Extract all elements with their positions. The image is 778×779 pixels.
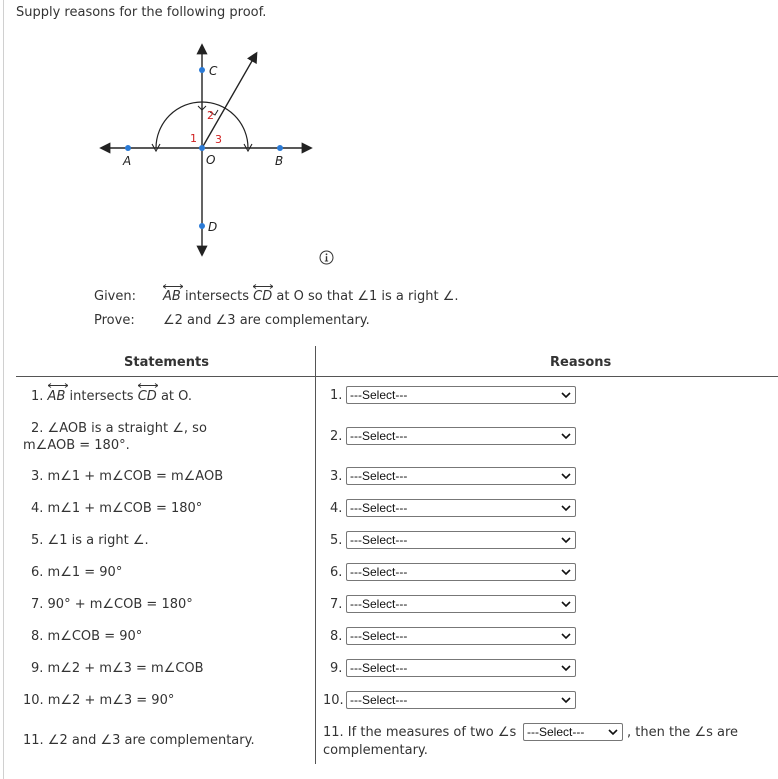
- reason-5-select[interactable]: ---Select---: [346, 531, 576, 549]
- reason-3-select[interactable]: ---Select---: [346, 467, 576, 485]
- statement-1: 1. AB intersects CD at O.: [31, 388, 192, 406]
- statement-8: 8. m∠COB = 90°: [31, 629, 143, 644]
- angle-1-label: 1: [190, 132, 197, 145]
- chevron-down-icon: [561, 696, 571, 704]
- geometry-diagram: [90, 40, 320, 260]
- label-a: A: [123, 154, 132, 168]
- statement-2: 2. ∠AOB is a straight ∠, so: [31, 421, 207, 436]
- reason-7-select[interactable]: ---Select---: [346, 595, 576, 613]
- reason-3-number: 3.: [330, 469, 343, 484]
- chevron-down-icon: [561, 504, 571, 512]
- statement-5: 5. ∠1 is a right ∠.: [31, 533, 149, 548]
- statement-4: 4. m∠1 + m∠COB = 180°: [31, 501, 203, 516]
- header-divider: [16, 376, 778, 377]
- reason-6-select[interactable]: ---Select---: [346, 563, 576, 581]
- point-a: [125, 145, 131, 151]
- reasons-header: Reasons: [550, 355, 612, 370]
- statement-3: 3. m∠1 + m∠COB = m∠AOB: [31, 469, 224, 484]
- chevron-down-icon: [561, 432, 571, 440]
- chevron-down-icon: [561, 568, 571, 576]
- label-c: C: [209, 64, 218, 78]
- reason-9-select[interactable]: ---Select---: [346, 659, 576, 677]
- reason-2-select[interactable]: ---Select---: [346, 427, 576, 445]
- chevron-down-icon: [561, 391, 571, 399]
- angle-3-label: 3: [215, 133, 222, 146]
- reason-5-number: 5.: [330, 533, 343, 548]
- frame-border: [3, 0, 4, 779]
- reason-10-select[interactable]: ---Select---: [346, 691, 576, 709]
- reason-6-number: 6.: [330, 565, 343, 580]
- reason-10-number: 10.: [323, 693, 344, 708]
- reason-11-text-pre: 11. If the measures of two ∠s: [323, 725, 517, 740]
- reason-11-text-post: , then the ∠s are: [627, 725, 739, 740]
- prove-text: ∠2 and ∠3 are complementary.: [163, 313, 370, 328]
- chevron-down-icon: [561, 632, 571, 640]
- point-b: [277, 145, 283, 151]
- point-o: [199, 145, 205, 151]
- label-d: D: [208, 220, 218, 234]
- point-c: [199, 67, 205, 73]
- statement-2-cont: m∠AOB = 180°.: [23, 438, 130, 453]
- chevron-down-icon: [561, 600, 571, 608]
- reason-9-number: 9.: [330, 661, 343, 676]
- given-label: Given:: [94, 289, 136, 304]
- chevron-down-icon: [561, 664, 571, 672]
- given-text: AB intersects CD at O so that ∠1 is a right ∠.: [163, 289, 459, 304]
- statement-9: 9. m∠2 + m∠3 = m∠COB: [31, 661, 204, 676]
- reason-11-select[interactable]: ---Select---: [523, 723, 623, 741]
- statement-6: 6. m∠1 = 90°: [31, 565, 123, 580]
- column-divider: [315, 346, 316, 764]
- instruction-text: Supply reasons for the following proof.: [16, 5, 267, 20]
- reason-8-number: 8.: [330, 629, 343, 644]
- chevron-down-icon: [608, 728, 618, 736]
- angle-2-label: 2: [207, 109, 214, 122]
- info-icon[interactable]: [319, 250, 334, 265]
- label-b: B: [275, 154, 284, 168]
- statement-10: 10. m∠2 + m∠3 = 90°: [23, 693, 175, 708]
- reason-8-select[interactable]: ---Select---: [346, 627, 576, 645]
- statements-header: Statements: [124, 355, 209, 370]
- statement-7: 7. 90° + m∠COB = 180°: [31, 597, 193, 612]
- reason-4-select[interactable]: ---Select---: [346, 499, 576, 517]
- label-o: O: [206, 153, 216, 167]
- statement-11: 11. ∠2 and ∠3 are complementary.: [23, 733, 255, 748]
- reason-1-select[interactable]: ---Select---: [346, 386, 576, 404]
- reason-11-text-line2: complementary.: [323, 743, 428, 758]
- reason-1-number: 1.: [330, 388, 343, 403]
- reason-4-number: 4.: [330, 501, 343, 516]
- point-d: [199, 223, 205, 229]
- chevron-down-icon: [561, 472, 571, 480]
- reason-7-number: 7.: [330, 597, 343, 612]
- reason-2-number: 2.: [330, 429, 343, 444]
- prove-label: Prove:: [94, 313, 135, 328]
- chevron-down-icon: [561, 536, 571, 544]
